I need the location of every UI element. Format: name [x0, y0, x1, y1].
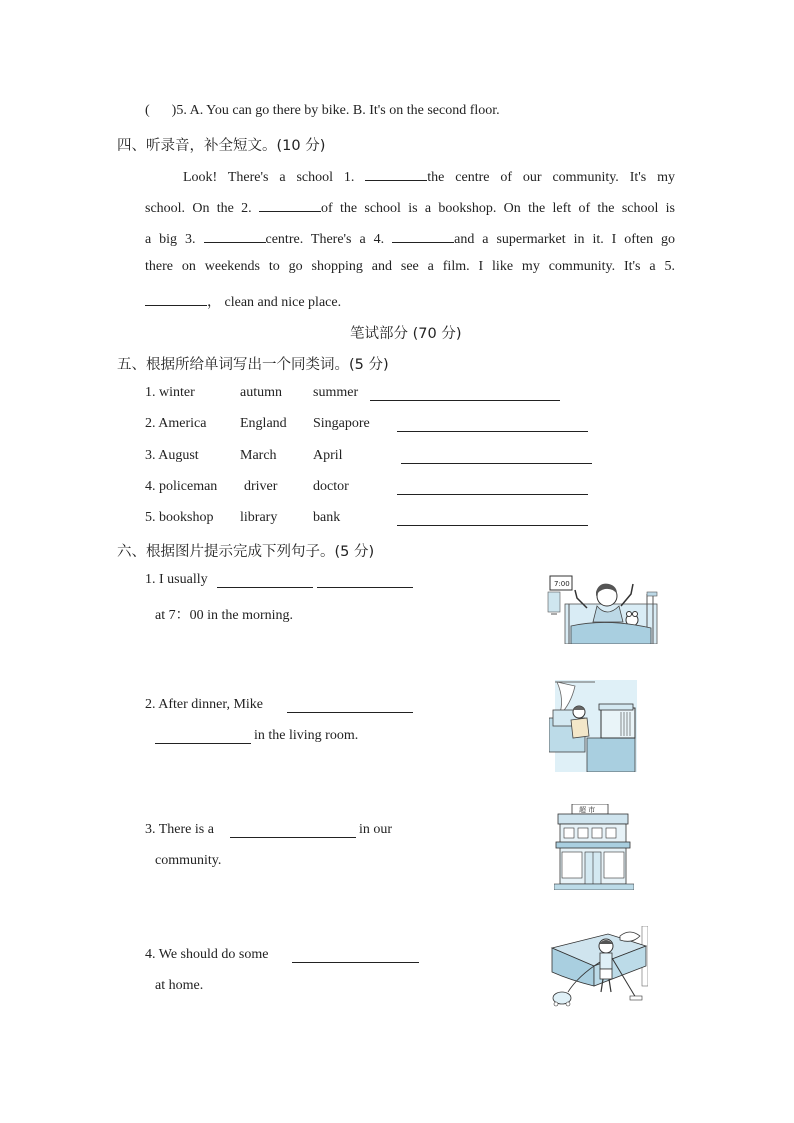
s5-answer-line-1[interactable] [370, 400, 560, 401]
passage-line-5: ， clean and nice place. [145, 291, 341, 311]
s5-row3-a: 3. August [145, 448, 199, 463]
s5-row5-c: bank [313, 510, 341, 525]
s5-row5-a: 5. bookshop [145, 510, 214, 525]
q5-row [145, 103, 500, 119]
clock-label: 7:00 [554, 580, 570, 588]
supermarket-sign: 超 市 [579, 806, 596, 814]
s5-answer-line-4[interactable] [397, 494, 588, 495]
s5-row1-a: 1. winter [145, 385, 195, 400]
section5-title: 五、根据所给单词写出一个同类词。(5 分) [117, 357, 389, 373]
s6-q3-blank[interactable] [230, 837, 356, 838]
section4-title: 四、听录音，补全短文。(10 分) [117, 138, 326, 154]
watching-tv-picture [549, 680, 637, 772]
s5-row4-c: doctor [313, 479, 349, 494]
s6-q2-line1: 2. After dinner, Mike [145, 697, 264, 712]
section6-title: 六、根据图片提示完成下列句子。(5 分) [117, 544, 375, 560]
passage-line-4: there on weekends to go shopping and see a film. I like my community. It's a 5. [145, 259, 675, 274]
s5-row4-a: 4. policeman [145, 479, 218, 494]
blank-2[interactable] [259, 197, 321, 212]
blank-3[interactable] [204, 228, 266, 243]
s5-row1-b: autumn [240, 385, 282, 400]
s6-q1-line2: at 7：00 in the morning. [155, 608, 294, 623]
written-part-title: 笔试部分 (70 分) [350, 326, 462, 342]
blank-4[interactable] [392, 228, 454, 243]
q5-option-b: B. It's on the second floor. [352, 103, 500, 118]
s5-row5-b: library [240, 510, 278, 525]
s5-answer-line-2[interactable] [397, 431, 588, 432]
s5-answer-line-3[interactable] [401, 463, 592, 464]
q5-number: )5. [171, 103, 187, 118]
supermarket-picture [554, 804, 634, 890]
passage-line-2: school. On the 2. of the school is a bookshop. On the left of the school is [145, 197, 675, 217]
s6-q2-blank-a[interactable] [287, 712, 413, 713]
blank-5[interactable] [145, 291, 207, 306]
s5-row2-c: Singapore [313, 416, 370, 431]
s6-q1-blank-a[interactable] [217, 587, 313, 588]
s6-q3-line1-before: 3. There is a [145, 822, 214, 837]
s6-q3-line2: community. [155, 853, 222, 868]
s5-row2-a: 2. America [145, 416, 207, 431]
waking-up-picture [547, 574, 663, 644]
s5-row4-b: driver [244, 479, 278, 494]
q5-paren: ( [145, 103, 150, 118]
blank-1[interactable] [365, 166, 427, 181]
s5-row1-c: summer [313, 385, 359, 400]
s5-row3-b: March [240, 448, 277, 463]
s6-q1-blank-b[interactable] [317, 587, 413, 588]
s5-answer-line-5[interactable] [397, 525, 588, 526]
s6-q2-line2: in the living room. [254, 728, 359, 743]
housework-picture [548, 926, 648, 1008]
s6-q4-line2: at home. [155, 978, 204, 993]
s6-q1-line1: 1. I usually [145, 572, 208, 587]
s5-row3-c: April [313, 448, 343, 463]
passage-line-1: Look! There's a school 1. the centre of our community. It's my [145, 166, 675, 186]
s6-q4-line1: 4. We should do some [145, 947, 269, 962]
passage-line-3: a big 3. centre. There's a 4. and a supermarket in it. I often go [145, 228, 675, 248]
q5-option-a: A. You can go there by bike. [189, 103, 350, 118]
s5-row2-b: England [240, 416, 287, 431]
s6-q3-line1-after: in our [359, 822, 393, 837]
s6-q2-blank-b[interactable] [155, 743, 251, 744]
s6-q4-blank[interactable] [292, 962, 419, 963]
